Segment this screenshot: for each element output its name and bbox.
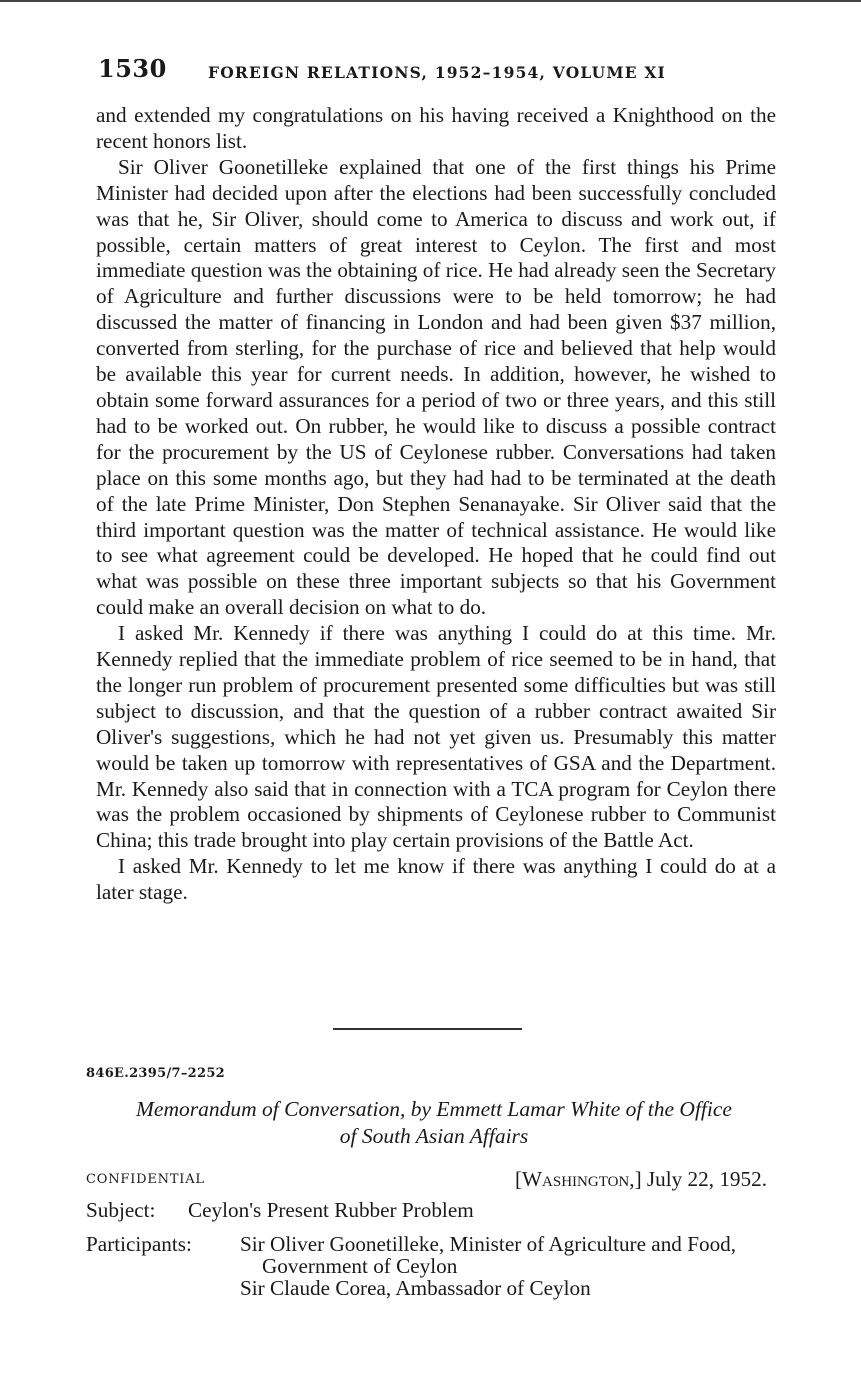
participants-list [240, 1233, 785, 1299]
date: ] July 22, 1952. [634, 1167, 767, 1191]
paragraph-closing: I asked Mr. Kennedy to let me know if there was anything I could do at a later stage. [96, 854, 776, 905]
paragraph-continuation: and extended my congratulations on his having received a Knighthood on the recent honors list. [96, 103, 776, 153]
document-title [84, 1096, 784, 1150]
section-divider [333, 1028, 522, 1030]
document-title-line-1: Memorandum of Conversation, by Emmett Lamar White of the Office [136, 1097, 732, 1121]
page-header [98, 54, 778, 88]
date-line [515, 1167, 767, 1192]
subject-value: Ceylon's Present Rubber Problem [188, 1198, 474, 1222]
running-head: FOREIGN RELATIONS, 1952–1954, VOLUME XI [208, 63, 667, 82]
date-open-bracket: [ [514, 1167, 523, 1191]
file-number: 846E.2395/7–2252 [86, 1066, 226, 1081]
page-number: 1530 [98, 54, 167, 83]
subject-label: Subject: [86, 1198, 156, 1222]
participant-goonetilleke: Sir Oliver Goonetilleke, Minister of Agriculture and Food, Government of Ceylon [240, 1232, 737, 1278]
paragraph-goonetilleke-explanation: Sir Oliver Goonetilleke explained that one of the first things his Prime Minister had decided upon after the elections had been successfully concluded was that he, Sir Oliver, should come to America to discuss and work out, if possible, certain matters of great interest to Ceylon. The first and most immediate question was the obtaining of rice. He had already seen the Secretary of Agriculture and further discussions were to be held tomorrow; he had discussed the matter of financing in London and had been given $37 million, converted from sterling, for the purchase of rice and believed that help would be available this year for current needs. In addition, however, he wished to obtain some forward assurances for a period of two or three years, and this still had to be worked out. On rubber, he would like to discuss a possible contract for the procurement by the US of Ceylonese rubber. Conversations had taken place on this some months ago, but they had had to be terminated at the death of the late Prime Minister, Don Stephen Senanayake. Sir Oliver said that the third important question was the matter of technical assistance. He would like to see what agreement could be developed. He hoped that he could find out what was possible on these three important subjects so that his Government could make an overall decision on what to do. [96, 154, 776, 620]
body-text [96, 103, 776, 906]
top-border-rule [0, 0, 861, 2]
paragraph-kennedy-reply: I asked Mr. Kennedy if there was anything I could do at this time. Mr. Kennedy replied that the immediate problem of rice seemed to be in hand, that the longer run problem of procurement presented some difficulties but was still subject to discussion, and that the question of a rubber contract awaited Sir Oliver's suggestions, which he had not yet given us. Presumably this matter would be taken up tomorrow with representatives of GSA and the Department. Mr. Kennedy also said that in connection with a TCA program for Ceylon there was the problem occasioned by shipments of Ceylonese rubber to Communist China; this trade brought into play certain provisions of the Battle Act. [96, 621, 776, 853]
participant-corea: Sir Claude Corea, Ambassador of Ceylon [240, 1276, 591, 1300]
classification-label: CONFIDENTIAL [86, 1172, 205, 1187]
participants-label: Participants: [86, 1232, 192, 1256]
document-title-line-2: of South Asian Affairs [339, 1124, 529, 1148]
place: Washington, [522, 1167, 635, 1191]
